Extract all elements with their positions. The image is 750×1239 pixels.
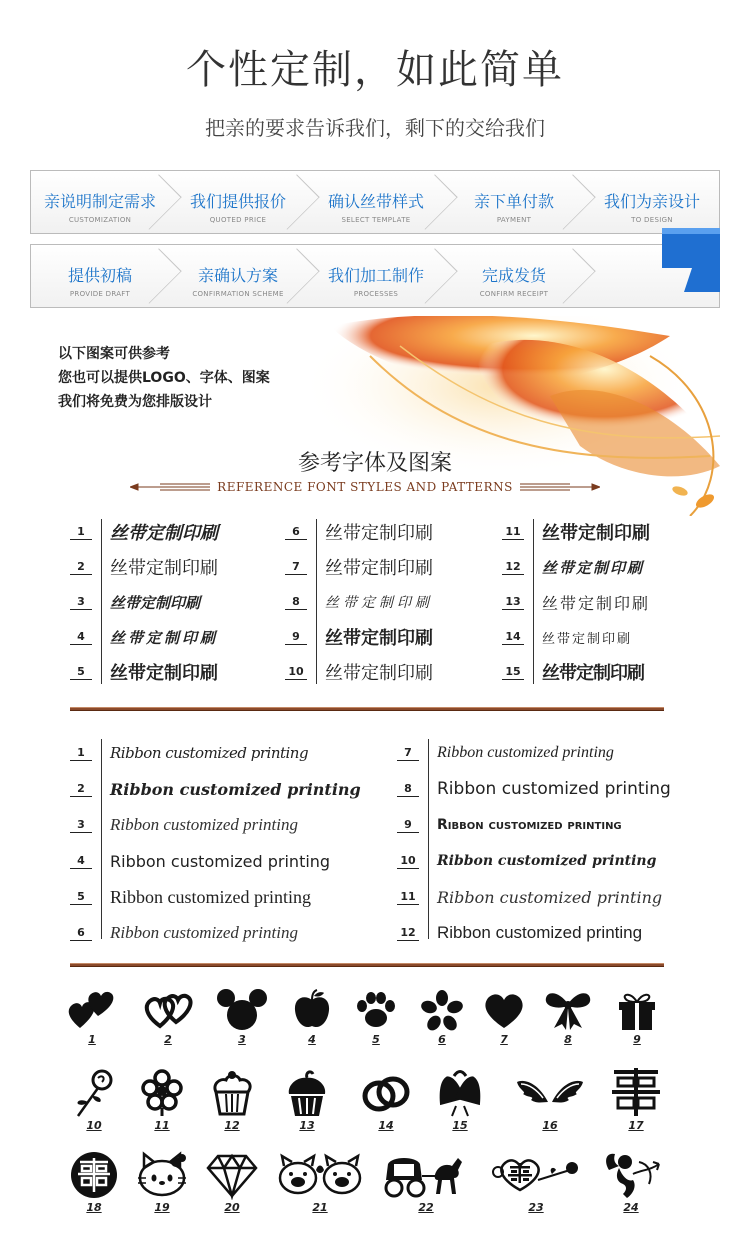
list-item (70, 807, 298, 843)
step-sublabel: QUOTED PRICE (209, 216, 267, 224)
font-sample: 丝带定制印刷 (110, 523, 218, 544)
pattern-number: 12 (224, 1119, 240, 1132)
pattern-item (604, 1068, 668, 1132)
pattern-item (210, 988, 274, 1046)
pig-couple-icon (276, 1150, 364, 1200)
step-label: 确认丝带样式 (327, 192, 424, 211)
font-sample: Ribbon customized printing (437, 744, 614, 761)
pattern-number: 17 (628, 1119, 644, 1132)
steps-row-1 (30, 170, 720, 234)
list-item (397, 915, 643, 951)
pattern-number: 10 (86, 1119, 102, 1132)
step-label: 亲下单付款 (473, 192, 554, 211)
heart-icon (478, 988, 530, 1032)
pattern-number: 15 (452, 1119, 468, 1132)
item-number: 15 (502, 665, 524, 680)
font-sample: 丝带定制印刷 (325, 663, 433, 684)
item-number: 6 (285, 525, 307, 540)
english-font-samples (70, 735, 680, 945)
item-number: 8 (397, 782, 419, 797)
cupcake-swirl-icon (281, 1068, 333, 1118)
list-item (70, 879, 311, 915)
step-sublabel: SELECT TEMPLATE (341, 216, 411, 224)
item-number: 10 (285, 665, 307, 680)
font-sample: 丝带定制印刷 (325, 523, 433, 544)
happiness-hearts-rose-icon (492, 1150, 580, 1200)
item-number: 7 (397, 746, 419, 761)
pattern-number: 21 (312, 1201, 328, 1214)
sakura-icon (416, 988, 468, 1032)
item-number: 11 (397, 890, 419, 905)
font-sample: 丝带定制印刷 (110, 663, 218, 684)
step-sublabel: CUSTOMIZATION (68, 216, 132, 224)
section-divider (70, 707, 664, 711)
pattern-number: 8 (564, 1033, 572, 1046)
chinese-font-samples (70, 515, 670, 690)
font-column (397, 735, 697, 945)
list-item (502, 515, 650, 549)
font-sample: Ribbon customized printing (437, 923, 643, 942)
pattern-item (472, 988, 536, 1046)
diamond-icon (206, 1150, 258, 1200)
info-line: 以下图案可供参考 (58, 346, 170, 362)
list-item (70, 620, 219, 654)
pattern-number: 7 (500, 1033, 508, 1046)
font-sample: 丝带定制印刷 (542, 631, 633, 647)
pattern-number: 20 (224, 1201, 240, 1214)
pattern-item (344, 988, 408, 1046)
pattern-item (62, 1150, 126, 1214)
font-sample: 丝带定制印刷 (110, 593, 201, 612)
cupcake-icon (206, 1068, 258, 1118)
pattern-number: 1 (88, 1033, 96, 1046)
step-sublabel: PAYMENT (496, 216, 532, 224)
step-customization (31, 171, 169, 233)
list-item (70, 843, 331, 879)
section-divider (70, 963, 664, 967)
item-number: 5 (70, 890, 92, 905)
bow-icon (542, 988, 594, 1032)
item-number: 2 (70, 782, 92, 797)
item-number: 12 (397, 926, 419, 941)
step-label: 我们提供报价 (189, 192, 286, 211)
pattern-item (354, 1068, 418, 1132)
double-happiness-circle-icon (68, 1150, 120, 1200)
pattern-number: 4 (308, 1033, 316, 1046)
info-line: 您也可以提供LOGO、字体、图案 (58, 370, 270, 386)
item-number: 13 (502, 595, 524, 610)
pattern-item (200, 1068, 264, 1132)
item-number: 9 (397, 818, 419, 833)
step-label: 完成发货 (481, 266, 546, 285)
pattern-item (605, 988, 669, 1046)
info-text (58, 342, 270, 414)
two-hearts-icon (66, 988, 118, 1032)
item-number: 2 (70, 560, 92, 575)
font-column (70, 515, 270, 690)
item-number: 11 (502, 525, 524, 540)
font-sample: 丝带定制印刷 (542, 593, 651, 613)
list-item (397, 807, 622, 843)
list-item (285, 655, 433, 689)
list-item (502, 585, 651, 619)
list-item (70, 915, 298, 951)
pattern-item (596, 1150, 666, 1214)
font-sample: 丝带定制印刷 (325, 595, 433, 611)
list-item (70, 655, 218, 689)
step-quoted-price (169, 171, 307, 233)
step-to-design (583, 171, 721, 233)
list-item (397, 843, 657, 879)
font-sample: Ribbon customized printing (437, 779, 671, 799)
flow-arrow-corner-icon (662, 228, 720, 292)
step-confirm-receipt (445, 245, 583, 307)
item-number: 8 (285, 595, 307, 610)
font-sample: Ribbon customized printing (110, 815, 298, 834)
step-label: 我们为亲设计 (603, 192, 700, 211)
list-item (502, 550, 645, 584)
list-item (397, 879, 663, 915)
flower-icon (136, 1068, 188, 1118)
pattern-number: 2 (164, 1033, 172, 1046)
step-sublabel: CONFIRMATION SCHEME (192, 290, 284, 298)
gift-box-icon (611, 988, 663, 1032)
font-sample: Ribbon customized printing (437, 853, 657, 869)
step-confirmation-scheme (169, 245, 307, 307)
font-sample: Ribbon customized printing (437, 817, 622, 833)
wedding-rings-icon (360, 1068, 412, 1118)
pattern-grid (60, 988, 680, 1223)
pattern-number: 9 (633, 1033, 641, 1046)
hello-kitty-icon (136, 1150, 188, 1200)
page-title: 个性定制，如此简单 (186, 47, 564, 93)
section-title: 参考字体及图案 (297, 451, 452, 476)
font-column (285, 515, 485, 690)
pattern-item (275, 1068, 339, 1132)
item-number: 1 (70, 525, 92, 540)
item-number: 4 (70, 854, 92, 869)
pattern-number: 24 (623, 1201, 639, 1214)
list-item (502, 655, 644, 689)
pattern-number: 22 (418, 1201, 434, 1214)
pattern-item (428, 1068, 492, 1132)
step-label: 亲说明制定需求 (43, 192, 156, 211)
list-item (285, 515, 433, 549)
pattern-number: 6 (438, 1033, 446, 1046)
pattern-number: 16 (542, 1119, 558, 1132)
list-item (70, 735, 309, 771)
font-column (502, 515, 702, 690)
pattern-number: 19 (154, 1201, 170, 1214)
pattern-item (272, 1150, 368, 1214)
step-label: 提供初稿 (67, 266, 132, 285)
pattern-item (130, 1150, 194, 1214)
pattern-number: 11 (154, 1119, 170, 1132)
font-sample: Ribbon customized printing (110, 923, 298, 942)
page-subtitle: 把亲的要求告诉我们，剩下的交给我们 (205, 116, 545, 140)
paw-print-icon (350, 988, 402, 1032)
pattern-number: 3 (238, 1033, 246, 1046)
step-payment (445, 171, 583, 233)
section-subtitle (130, 480, 600, 494)
list-item (285, 550, 433, 584)
pattern-item (490, 1150, 582, 1214)
pattern-number: 14 (378, 1119, 394, 1132)
font-sample: 丝带定制印刷 (542, 523, 650, 544)
item-number: 3 (70, 818, 92, 833)
font-sample: 丝带定制印刷 (325, 558, 433, 579)
pattern-number: 18 (86, 1201, 102, 1214)
list-item (397, 771, 671, 807)
pattern-item (536, 988, 600, 1046)
item-number: 10 (397, 854, 419, 869)
step-label: 我们加工制作 (327, 266, 424, 285)
double-happiness-icon (610, 1068, 662, 1118)
font-sample: Ribbon customized printing (437, 887, 663, 907)
pattern-item (62, 1068, 126, 1132)
font-sample: 丝带定制印刷 (110, 558, 218, 579)
pattern-number: 5 (372, 1033, 380, 1046)
list-item (70, 550, 218, 584)
list-item (70, 515, 218, 549)
font-sample: 丝带定制印刷 (542, 663, 644, 684)
font-sample: 丝带定制印刷 (542, 558, 645, 577)
item-number: 1 (70, 746, 92, 761)
list-item (285, 620, 433, 654)
item-number: 12 (502, 560, 524, 575)
font-column (70, 735, 370, 945)
pattern-number: 13 (299, 1119, 315, 1132)
list-item (70, 771, 361, 807)
item-number: 4 (70, 630, 92, 645)
item-number: 14 (502, 630, 524, 645)
cupid-icon (599, 1150, 663, 1200)
pattern-item (280, 988, 344, 1046)
step-sublabel: PROVIDE DRAFT (69, 290, 131, 298)
angel-wings-icon (515, 1068, 585, 1118)
item-number: 6 (70, 926, 92, 941)
font-sample: Ribbon customized printing (110, 851, 331, 871)
item-number: 7 (285, 560, 307, 575)
section-subtitle-text: REFERENCE FONT STYLES AND PATTERNS (217, 480, 513, 494)
step-sublabel: PROCESSES (353, 290, 399, 298)
pattern-item (380, 1150, 472, 1214)
horse-carriage-icon (382, 1150, 470, 1200)
pattern-number: 23 (528, 1201, 544, 1214)
pattern-item (200, 1150, 264, 1214)
font-sample: Ribbon customized printing (110, 744, 309, 762)
pattern-item (136, 988, 200, 1046)
step-provide-draft (31, 245, 169, 307)
linked-hearts-icon (142, 988, 194, 1032)
pattern-item (60, 988, 124, 1046)
list-item (502, 620, 633, 654)
step-label: 亲确认方案 (197, 266, 278, 285)
rose-icon (68, 1068, 120, 1118)
font-sample: 丝带定制印刷 (110, 628, 219, 647)
apple-icon (286, 988, 338, 1032)
pattern-item (130, 1068, 194, 1132)
step-sublabel: CONFIRM RECEIPT (479, 290, 549, 298)
list-item (70, 585, 201, 619)
step-processes (307, 245, 445, 307)
steps-row-2 (30, 244, 720, 308)
step-sublabel: TO DESIGN (631, 216, 673, 224)
font-sample: Ribbon customized printing (110, 886, 311, 907)
font-sample: Ribbon customized printing (110, 779, 361, 799)
item-number: 3 (70, 595, 92, 610)
info-line: 我们将免费为您排版设计 (58, 394, 212, 410)
mouse-ears-icon (216, 988, 268, 1032)
item-number: 5 (70, 665, 92, 680)
list-item (397, 735, 614, 771)
pattern-item (410, 988, 474, 1046)
font-sample: 丝带定制印刷 (325, 628, 433, 649)
step-select-template (307, 171, 445, 233)
pattern-item (510, 1068, 590, 1132)
item-number: 9 (285, 630, 307, 645)
wedding-bells-icon (432, 1068, 488, 1118)
list-item (285, 585, 433, 619)
